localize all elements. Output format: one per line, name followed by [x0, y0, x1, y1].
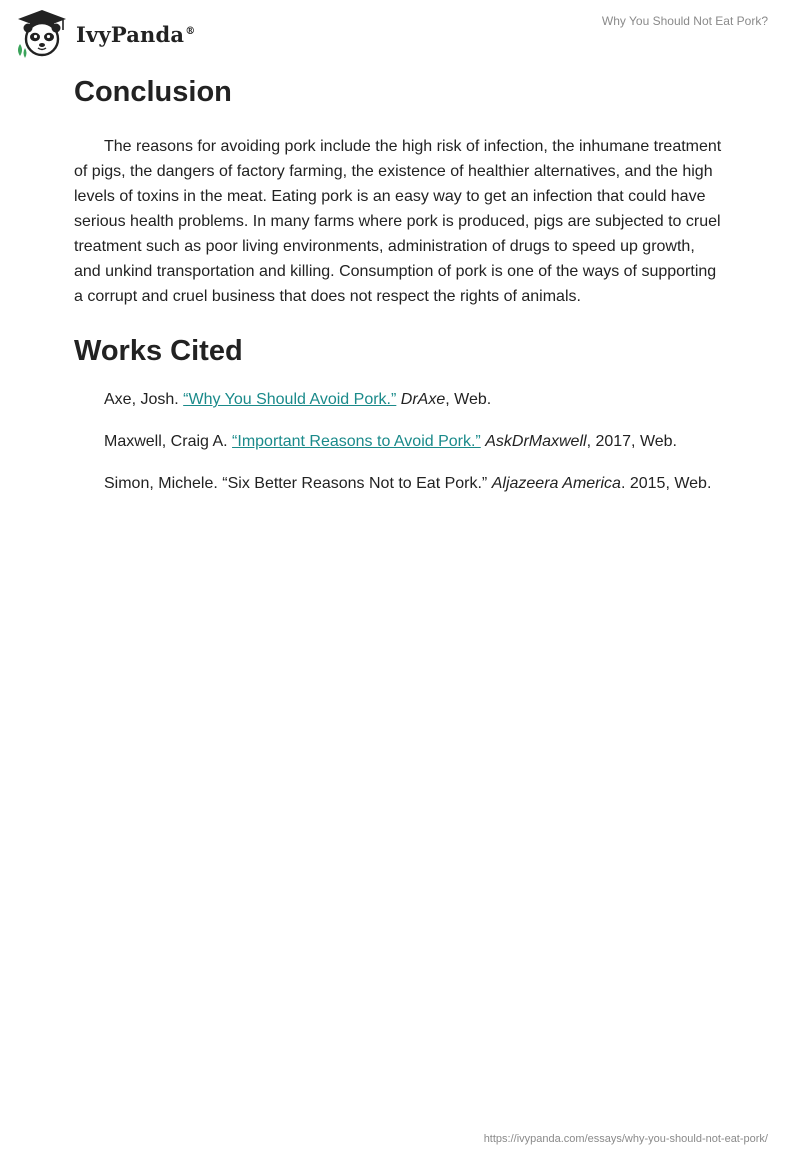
page-header: [0, 0, 800, 64]
citation-entry: [74, 471, 724, 496]
panda-graduate-icon: [14, 8, 70, 58]
citation-details: . 2015, Web.: [620, 475, 712, 492]
citation-source: AskDrMaxwell: [485, 433, 587, 450]
conclusion-paragraph: The reasons for avoiding pork include the high risk of infection, the inhumane treatment of pigs, the dangers of factory farming, the existence of healthier alternatives, and the high levels of toxins in the meat. Eating pork is an easy way to get an infection that could have serious health problems. In many farms where pork is produced, pigs are subjected to cruel treatment such as poor living environments, administration of drugs to speed up growth, and unkind transportation and killing. Consumption of pork is one of the ways of supporting a corrupt and cruel business that does not respect the rights of animals.: [74, 138, 722, 305]
conclusion-heading: Conclusion: [74, 76, 232, 108]
document-body: [74, 72, 724, 513]
citation-link[interactable]: “Why You Should Avoid Pork.”: [183, 391, 397, 408]
citation-details: , Web.: [445, 391, 492, 408]
citation-entry: [74, 387, 724, 412]
citation-author: Simon, Michele.: [104, 475, 223, 492]
citation-list: [74, 387, 724, 496]
citation-title: “Six Better Reasons Not to Eat Pork.”: [222, 475, 488, 492]
citation-author: Axe, Josh.: [104, 391, 184, 408]
citation-link[interactable]: “Important Reasons to Avoid Pork.”: [232, 433, 481, 450]
works-cited-heading: Works Cited: [74, 335, 243, 367]
registered-mark: ®: [185, 25, 196, 37]
footer-url[interactable]: https://ivypanda.com/essays/why-you-should-not-eat-pork/: [483, 1133, 768, 1145]
citation-author: Maxwell, Craig A.: [104, 433, 233, 450]
document-title: Why You Should Not Eat Pork?: [601, 14, 768, 28]
citation-entry: [74, 429, 724, 454]
brand-logo[interactable]: [14, 8, 195, 58]
citation-source: Aljazeera America: [491, 475, 621, 492]
citation-source: DrAxe: [400, 391, 446, 408]
citation-details: , 2017, Web.: [586, 433, 677, 450]
brand-name: IvyPanda®: [76, 21, 196, 47]
